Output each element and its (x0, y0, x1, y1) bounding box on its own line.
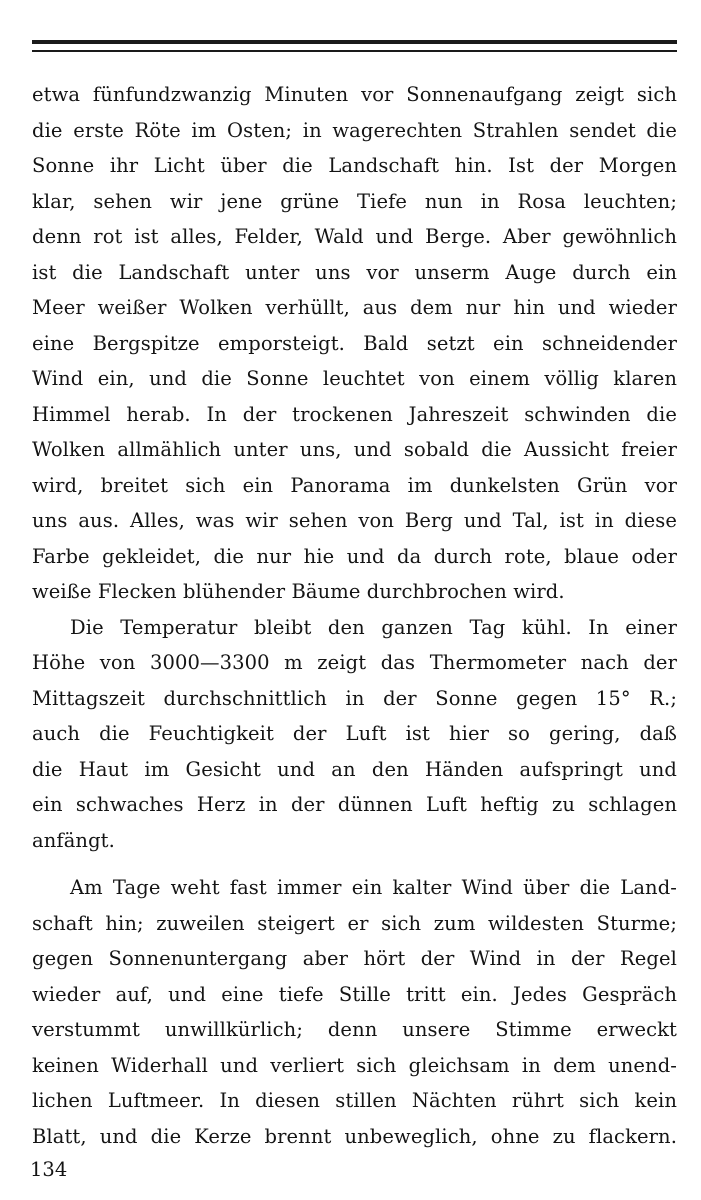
text-line: uns aus. Alles, was wir sehen von Berg und Tal, ist in diese (32, 509, 677, 532)
text-line: schaft hin; zuweilen steigert er sich zum wildesten Sturme; (32, 911, 677, 935)
text-line: verstummt unwillkürlich; denn unsere Stimme erweckt (32, 1018, 677, 1041)
text-line: Meer weißer Wolken verhüllt, aus dem nur hin und wieder (32, 296, 677, 319)
text-line: lichen Luftmeer. In diesen stillen Nächten rührt sich kein (32, 1089, 677, 1112)
text-line: wird, breitet sich ein Panorama im dunkelsten Grün vor (32, 473, 677, 497)
paragraph-3 (32, 870, 677, 1154)
text-line: eine Bergspitze emporsteigt. Bald setzt ein schneidender (32, 331, 677, 355)
text-line: Sonne ihr Licht über die Landschaft hin. Ist der Morgen (32, 154, 677, 177)
text-line: wieder auf, und eine tiefe Stille tritt ein. Jedes Gespräch (32, 982, 677, 1006)
text-line: gegen Sonnenuntergang aber hört der Wind in der Regel (32, 947, 677, 970)
text-line: Farbe gekleidet, die nur hie und da durch rote, blaue oder (32, 544, 677, 568)
text-line: Wind ein, und die Sonne leuchtet von einem völlig klaren (32, 367, 677, 390)
text-line: klar, sehen wir jene grüne Tiefe nun in Rosa leuchten; (32, 189, 677, 213)
text-line: ist die Landschaft unter uns vor unserm Auge durch ein (32, 260, 677, 284)
text-line: keinen Widerhall und verliert sich gleichsam in dem unend- (32, 1053, 677, 1077)
text-line: Himmel herab. In der trockenen Jahreszeit schwinden die (32, 402, 677, 426)
text-line: die erste Röte im Osten; in wagerechten Strahlen sendet die (32, 118, 677, 142)
text-line: weiße Flecken blühender Bäume durchbrochen wird. (32, 580, 565, 603)
text-line: Blatt, und die Kerze brennt unbeweglich, ohne zu flackern. (32, 1124, 677, 1148)
header-rule-thin (32, 50, 677, 52)
body-text (32, 77, 677, 1154)
text-line: denn rot ist alles, Felder, Wald und Berge. Aber gewöhnlich (32, 225, 677, 248)
paragraph-gap (32, 858, 677, 870)
text-line: etwa fünfundzwanzig Minuten vor Sonnenaufgang zeigt sich (32, 83, 677, 106)
page-number: 134 (30, 1158, 68, 1181)
text-line: die Haut im Gesicht und an den Händen aufspringt und (32, 757, 677, 781)
paragraph-1 (32, 77, 677, 610)
text-line: Mittagszeit durchschnittlich in der Sonne gegen 15° R.; (32, 686, 677, 710)
text-line: anfängt. (32, 828, 115, 852)
text-line: Wolken allmählich unter uns, und sobald die Aussicht freier (32, 438, 677, 461)
text-line: Am Tage weht fast immer ein kalter Wind über die Land- (70, 876, 677, 899)
text-line: auch die Feuchtigkeit der Luft ist hier so gering, daß (32, 722, 677, 745)
text-line: Die Temperatur bleibt den ganzen Tag kühl. In einer (70, 615, 677, 639)
text-line: Höhe von 3000—3300 m zeigt das Thermometer nach der (32, 651, 677, 674)
header-rule-thick (32, 40, 677, 44)
text-line: ein schwaches Herz in der dünnen Luft heftig zu schlagen (32, 793, 677, 816)
paragraph-2 (32, 610, 677, 859)
